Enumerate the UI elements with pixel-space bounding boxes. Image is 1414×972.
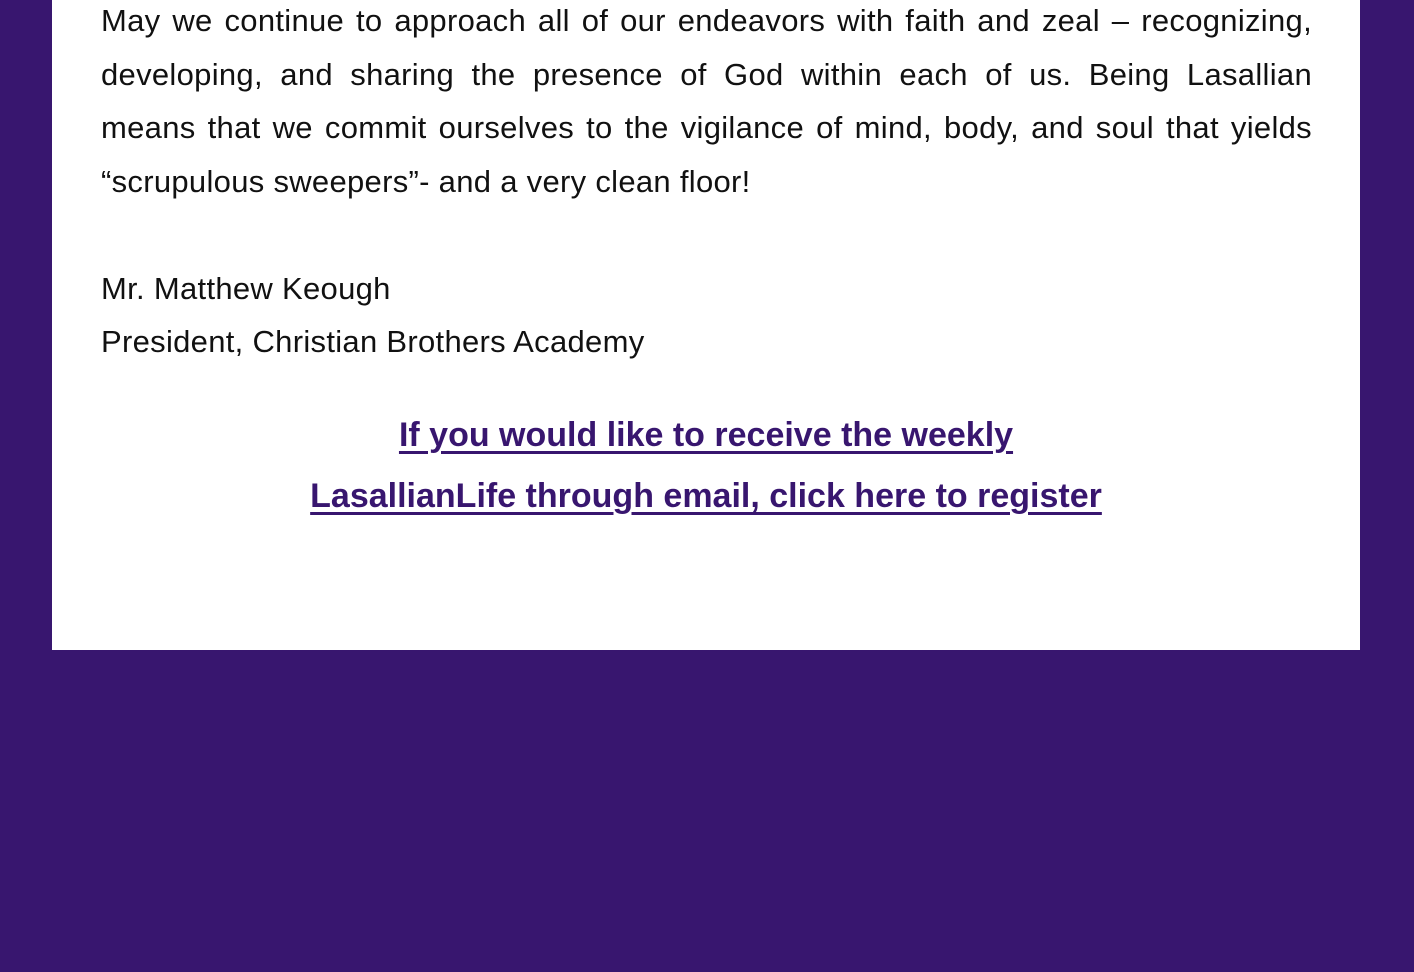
register-link-line-1[interactable]: If you would like to receive the weekly [398,416,1014,454]
content-card [52,0,1360,650]
signature-name: Mr. Matthew Keough [101,271,391,306]
closing-paragraph: May we continue to approach all of our endeavors with faith and zeal – recognizing, developing, and sharing the presence of God within each of us. Being Lasallian means that we commit ourselves to the vigilance of mind, body, and soul that yields “scrupulous sweepers”- and a very clean floor! [101,3,1312,199]
register-email-link[interactable] [52,405,1360,527]
register-link-line-2[interactable]: LasallianLife through email, click here to register [310,477,1102,515]
signature-title: President, Christian Brothers Academy [101,324,645,359]
